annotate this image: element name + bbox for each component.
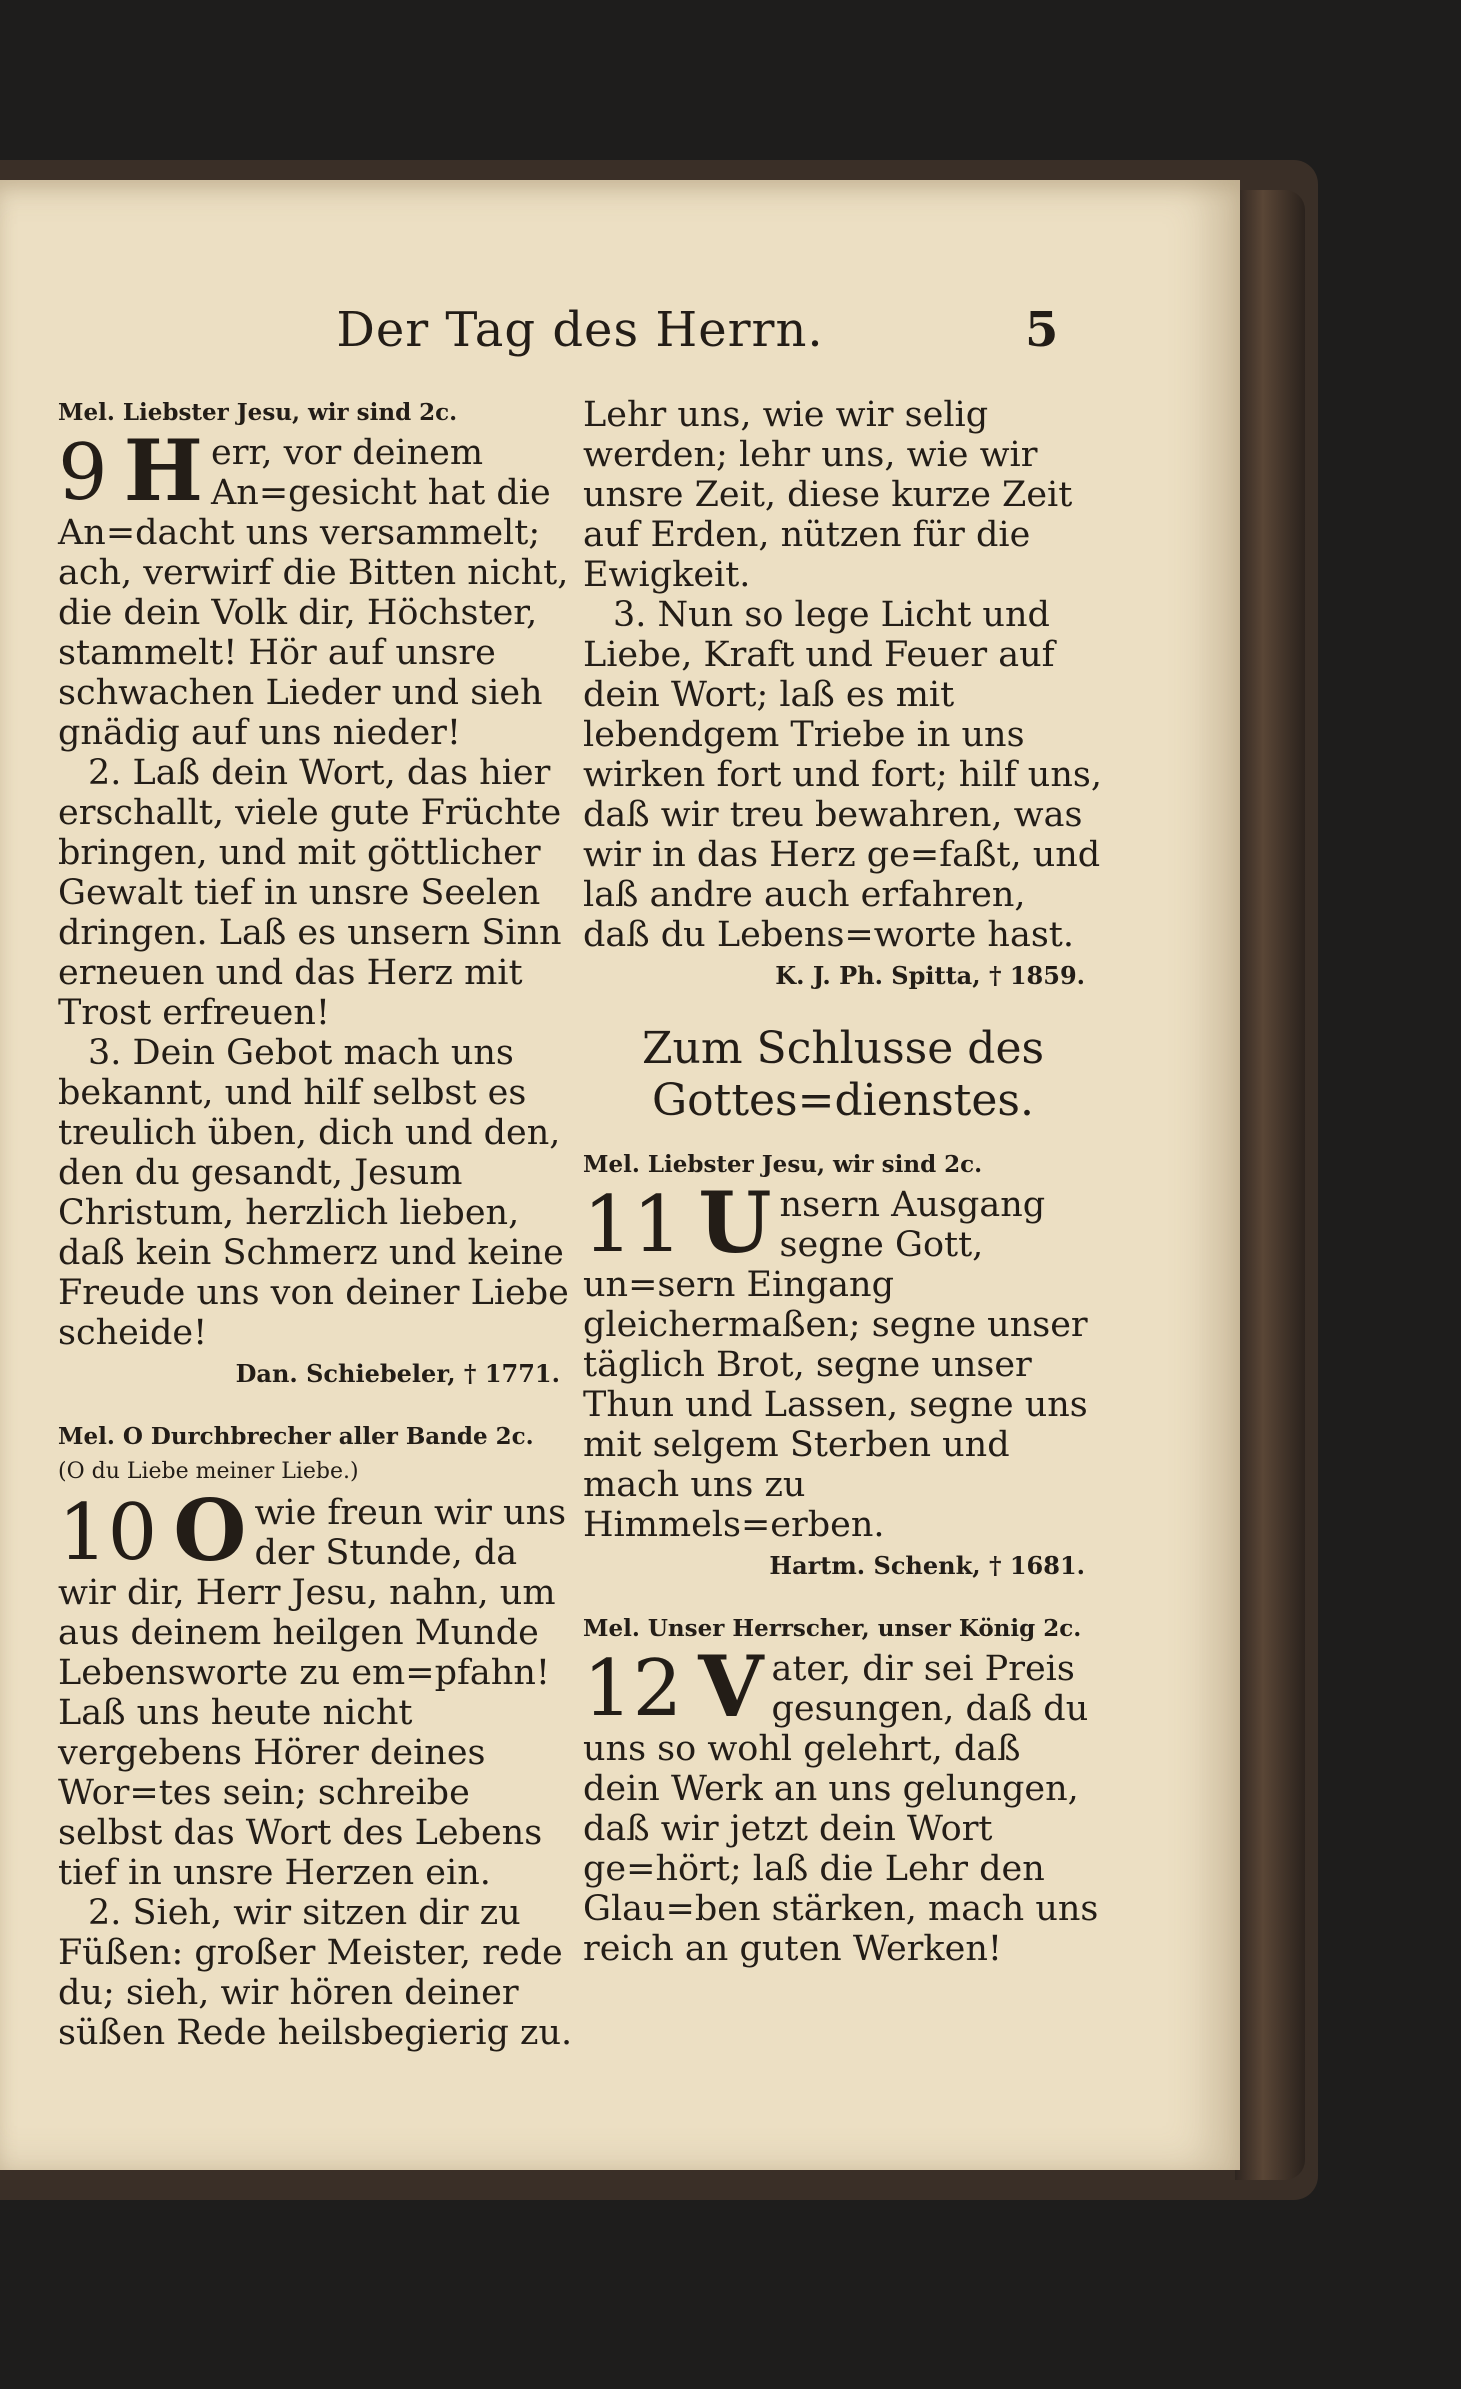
book-spine-edge [1235,190,1305,2180]
hymn-11 [583,1149,1103,1583]
hymn-opening [583,1173,1103,1545]
page-number: 5 [1025,302,1059,358]
stanza: 2. Laß dein Wort, das hier erschallt, viele gute Früchte bringen, und mit göttlicher Gewalt tief in unsre Seelen dringen. Laß es unsern Sinn erneuen und das Herz mit Trost erfreuen! [58,753,562,1033]
book-page [0,180,1240,2170]
page-header [0,302,1240,372]
hymn-number: 11 [583,1180,683,1270]
melody-note: Mel. Liebster Jesu, wir sind 2c. [58,399,458,426]
hymn-author: Hartm. Schenk, † 1681. [769,1551,1085,1580]
running-title: Der Tag des Herrn. [336,302,824,358]
stanza: 3. Nun so lege Licht und Liebe, Kraft und Feuer auf dein Wort; laß es mit lebendgem Triebe in uns wirken fort und fort; hilf uns, daß wir treu bewahren, was wir in das Herz ge=faßt, und laß andre auch erfahren, daß du Lebens=worte hast. [583,595,1102,955]
drop-initial: O [173,1481,247,1580]
left-column [58,395,578,2053]
drop-initial: V [698,1637,764,1736]
hymn-text: nsern Ausgang segne Gott, un=sern Eingang gleichermaßen; segne unser täglich Brot, segne unser Thun und Lassen, segne uns mit selgem Sterben und mach uns zu Himmels=erben. [583,1185,1088,1545]
hymn-10-continued [583,395,1103,993]
hymn-number: 12 [583,1644,683,1734]
section-title: Zum Schlusse des Gottes=dienstes. [641,1023,1045,1126]
hymn-text: ater, dir sei Preis gesungen, daß du uns so wohl gelehrt, daß dein Werk an uns gelungen, daß wir jetzt dein Wort ge=hört; laß die Lehr den Glau=ben stärken, mach uns reich an guten Werken! [583,1649,1099,1969]
hymn-text: err, vor deinem An=gesicht hat die An=dacht uns versammelt; ach, verwirf die Bitten nicht, die dein Volk dir, Höchster, stammelt! Hör auf unsre schwachen Lieder und sieh gnädig auf uns nieder! [58,433,569,753]
right-column [583,395,1103,1969]
hymn-text: wie freun wir uns der Stunde, da wir dir, Herr Jesu, nahn, um aus deinem heilgen Munde Lebensworte zu em=pfahn! Laß uns heute nicht vergebens Hörer deines Wor=tes sein; schreibe selbst das Wort des Lebens tief in unsre Herzen ein. [58,1493,567,1893]
hymn-9 [58,397,578,1391]
hymn-opening [58,421,578,753]
melody-alternate: (O du Liebe meiner Liebe.) [58,1459,359,1484]
hymn-number: 10 [58,1488,158,1578]
stanza: 2. Sieh, wir sitzen dir zu Füßen: großer Meister, rede du; sieh, wir hören deiner süßen Rede heilsbegierig zu. [58,1893,573,2053]
stanza-continuation: Lehr uns, wie wir selig werden; lehr uns, wie wir unsre Zeit, diese kurze Zeit auf Erden, nützen für die Ewigkeit. [583,395,1073,595]
hymn-author: K. J. Ph. Spitta, † 1859. [775,961,1085,990]
hymn-opening [58,1481,578,1893]
hymn-10 [58,1421,578,2053]
stanza: 3. Dein Gebot mach uns bekannt, und hilf selbst es treulich üben, dich und den, den du gesandt, Jesum Christum, herzlich lieben, daß kein Schmerz und keine Freude uns von deiner Liebe scheide! [58,1033,569,1353]
drop-initial: H [123,421,204,520]
melody-note: Mel. Liebster Jesu, wir sind 2c. [583,1151,983,1178]
drop-initial: U [698,1173,772,1272]
hymn-author: Dan. Schiebeler, † 1771. [235,1359,560,1388]
hymn-opening [583,1637,1103,1969]
hymn-number: 9 [58,428,108,518]
hymn-12 [583,1613,1103,1969]
melody-note: Mel. Unser Herrscher, unser König 2c. [583,1615,1082,1642]
melody-note: Mel. O Durchbrecher aller Bande 2c. [58,1423,534,1450]
